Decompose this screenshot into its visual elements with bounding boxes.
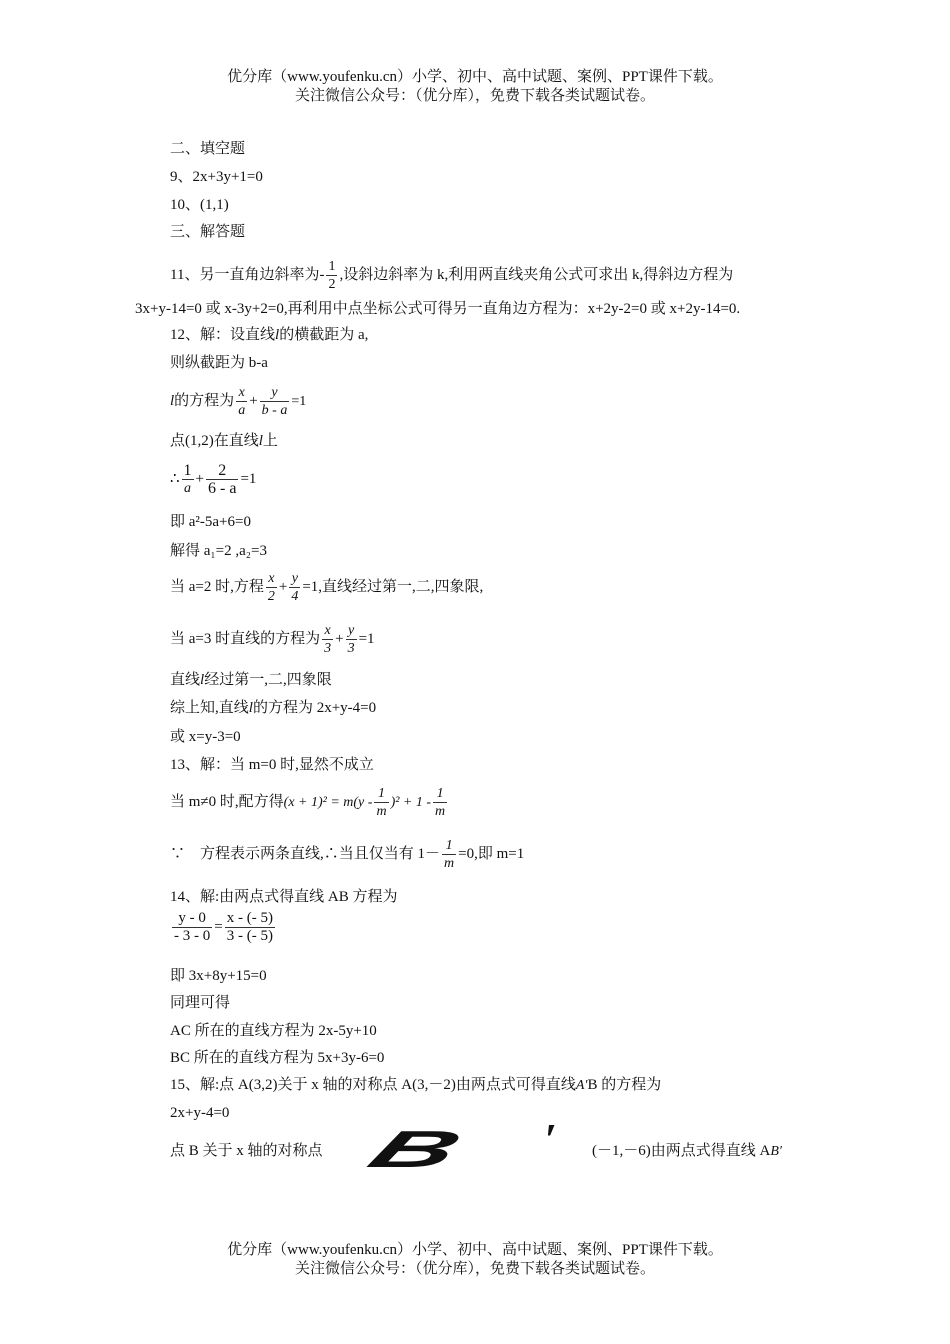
answer-12-line-9: 当 a=3 时直线的方程为 $\frac{x}{3}$ + $\frac{y}{3}$ =1: [170, 623, 375, 656]
answer-14-line-1: 14、解:由两点式得直线 AB 方程为: [170, 889, 398, 905]
page-header: [0, 68, 950, 106]
answer-9: 9、2x+3y+1=0: [170, 169, 263, 185]
answer-10: 10、(1,1): [170, 197, 229, 213]
answer-11-line-1: 11、另一直角边斜率为- $\frac{1}{2}$ ,设斜边斜率为 k,利用两直线夹角公式可求出 k,得斜边方程为: [170, 259, 734, 292]
answer-12-line-11: 综上知,直线l的方程为 2x+y-4=0: [170, 700, 377, 716]
fraction: $\frac{1}{2}$: [328, 259, 336, 292]
footer-line-1: 优分库（www.youfenku.cn）小学、初中、高中试题、案例、PPT课件下载。: [227, 1242, 723, 1258]
answer-12-line-7: 解得 a₁=2 ,a₂=3: [170, 543, 267, 559]
answer-14-line-5: BC 所在的直线方程为 5x+3y-6=0: [170, 1050, 385, 1066]
answer-12-line-5: ∴ $\frac{1}{a}$ + $\frac{2}{6 - a}$ =1: [170, 462, 257, 497]
section-fill-blank: 二、填空题: [170, 141, 246, 157]
section-solutions: 三、解答题: [170, 224, 246, 240]
answer-15-line-3b: (－1,－6)由两点式得直线 AB′: [592, 1143, 782, 1159]
header-line-1: 优分库（www.youfenku.cn）小学、初中、高中试题、案例、PPT课件下载。: [227, 69, 723, 85]
answer-12-line-8: 当 a=2 时,方程 $\frac{x}{2}$ + $\frac{y}{4}$ =1,直线经过第一,二,四象限,: [170, 571, 484, 604]
answer-13-line-3: ∵ 方程表示两条直线,∴当且仅当有 1－ $\frac{1}{m}$ =0,即 m=1: [170, 838, 525, 871]
answer-12-line-1: 12、解：设直线l的横截距为 a,: [170, 327, 369, 343]
answer-14-line-4: AC 所在的直线方程为 2x-5y+10: [170, 1023, 377, 1039]
answer-14-equation: $\frac{y - 0}{- 3 - 0}$ = $\frac{x - (- 5)}{3 - (- 5)}$: [174, 910, 273, 944]
answer-12-line-12: 或 x=y-3=0: [170, 729, 241, 745]
answer-11-line-2: 3x+y-14=0 或 x-3y+2=0,再利用中点坐标公式可得另一直角边方程为：x+2y-2=0 或 x+2y-14=0.: [135, 301, 741, 317]
large-b-symbol: B: [357, 1121, 473, 1179]
page-footer: [0, 1241, 950, 1279]
answer-12-line-10: 直线l经过第一,二,四象限: [170, 672, 332, 688]
answer-15-line-2: 2x+y-4=0: [170, 1105, 230, 1121]
answer-15-line-3: 点 B 关于 x 轴的对称点: [170, 1143, 323, 1159]
answer-15-line-1: 15、解:点 A(3,2)关于 x 轴的对称点 A(3,－2)由两点式可得直线A′B 的方程为: [170, 1077, 662, 1093]
answer-13-line-2: 当 m≠0 时,配方得(x + 1)² = m(y - $\frac{1}{m}$ )² + 1 - $\frac{1}{m}$: [170, 786, 446, 819]
answer-12-line-6: 即 a²-5a+6=0: [170, 514, 251, 530]
prime-mark: ′: [545, 1115, 558, 1164]
answer-14-line-3: 同理可得: [170, 995, 231, 1011]
answer-14-line-2: 即 3x+8y+15=0: [170, 968, 267, 984]
answer-12-line-3: l的方程为 $\frac{x}{a}$ + $\frac{y}{b - a}$ =1: [170, 385, 307, 418]
answer-12-line-4: 点(1,2)在直线l上: [170, 433, 278, 449]
answer-13-line-1: 13、解：当 m=0 时,显然不成立: [170, 757, 374, 773]
footer-line-2: 关注微信公众号：（优分库），免费下载各类试题试卷。: [294, 1261, 655, 1277]
header-line-2: 关注微信公众号：（优分库），免费下载各类试题试卷。: [294, 88, 655, 104]
answer-12-line-2: 则纵截距为 b-a: [170, 355, 268, 371]
